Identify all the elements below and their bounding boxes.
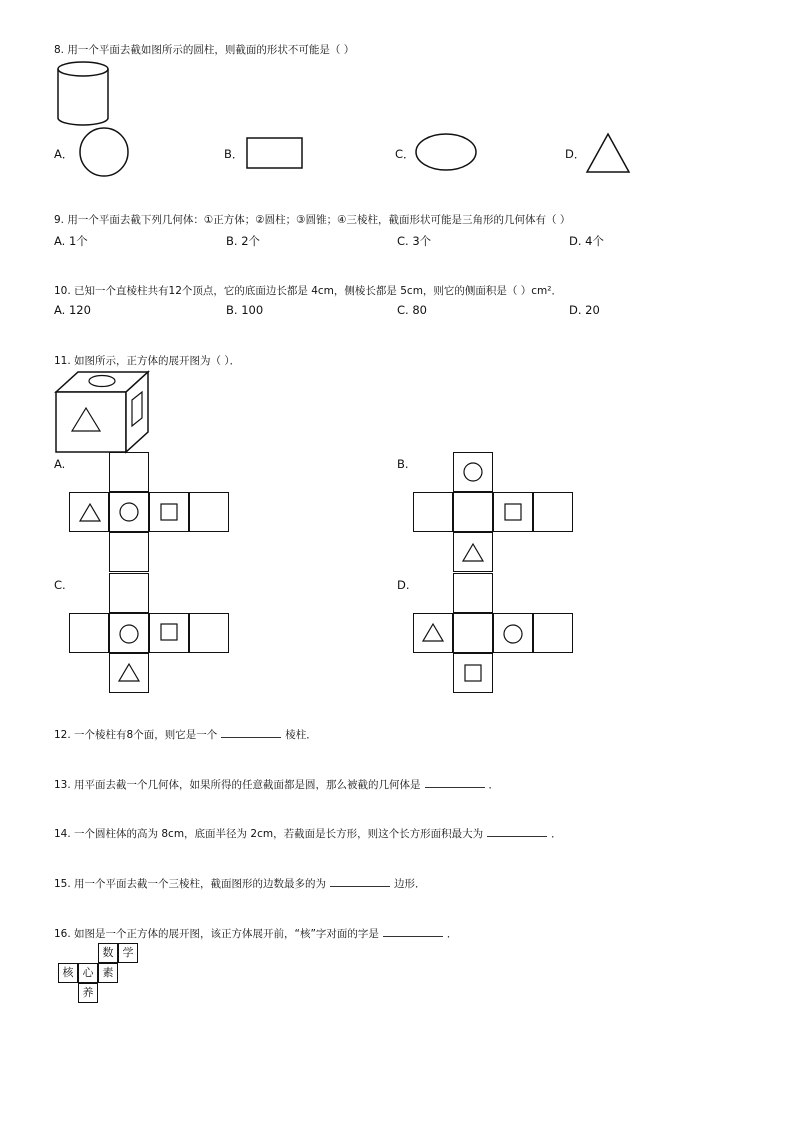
- q8-option-c-ellipse: [415, 132, 479, 172]
- q14-answer-blank[interactable]: [487, 826, 547, 837]
- cylinder-figure: [56, 60, 112, 128]
- q8-text: 8. 用一个平面去截如图所示的圆柱，则截面的形状不可能是（ ）: [54, 44, 355, 56]
- q8-option-c-label: C．: [395, 147, 415, 161]
- net-char-he: 核: [58, 963, 78, 983]
- net-char-su: 素: [98, 963, 118, 983]
- net-cell: [109, 452, 149, 492]
- q8-option-a-label: A．: [54, 147, 74, 161]
- net-char-yang: 养: [78, 983, 98, 1003]
- q8-option-b-label: B．: [224, 147, 244, 161]
- square-icon: [504, 503, 522, 521]
- net-char-xin: 心: [78, 963, 98, 983]
- q8-option-a-circle: [78, 126, 130, 178]
- q10-option-c: C. 80: [397, 303, 427, 317]
- net-cell: [69, 613, 109, 653]
- q16-answer-blank[interactable]: [383, 926, 443, 937]
- q16-line: [54, 926, 457, 941]
- square-icon: [160, 503, 178, 521]
- net-cell: [189, 613, 229, 653]
- circle-icon: [119, 624, 139, 644]
- q11-option-d-label: D.: [397, 578, 410, 592]
- q8-option-d-triangle: [586, 132, 632, 174]
- q15-line: [54, 876, 426, 891]
- net-cell: [453, 573, 493, 613]
- q11-option-b-label: B.: [397, 457, 409, 471]
- q15-text: 15. 用一个平面去截一个三棱柱，截面图形的边数最多的为: [54, 878, 327, 890]
- q9-option-a: A. 1个: [54, 234, 88, 248]
- q16-text-end: ．: [446, 928, 458, 940]
- q8-option-d-label: D．: [565, 147, 586, 161]
- q8-option-b-rectangle: [246, 137, 304, 169]
- q14-text-end: ．: [551, 828, 562, 840]
- q9-option-b: B. 2个: [226, 234, 261, 248]
- q10-option-b: B. 100: [226, 303, 264, 317]
- q13-answer-blank[interactable]: [425, 777, 485, 788]
- q15-text-end: 边形．: [394, 878, 426, 890]
- q10-text: 10. 已知一个直棱柱共有12个顶点，它的底面边长都是 4cm，侧棱长都是 5cm，则它的侧面积是（ ）cm²．: [54, 285, 562, 297]
- q9-option-d: D. 4个: [569, 234, 604, 248]
- circle-icon: [119, 502, 139, 522]
- net-char-xue: 学: [118, 943, 138, 963]
- net-cell: [533, 492, 573, 532]
- q16-text: 16. 如图是一个正方体的展开图，该正方体展开前，“核”字对面的字是: [54, 928, 379, 940]
- q11-text: 11. 如图所示，正方体的展开图为（ ）．: [54, 355, 241, 367]
- q9-text: 9. 用一个平面去截下列几何体：①正方体；②圆柱；③圆锥；④三棱柱，截面形状可能是三角形的几何体有（ ）: [54, 214, 571, 226]
- q10-option-a: A. 120: [54, 303, 91, 317]
- q12-text: 12. 一个棱柱有8个面，则它是一个: [54, 729, 218, 741]
- net-cell: [453, 492, 493, 532]
- net-char-shu: 数: [98, 943, 118, 963]
- triangle-icon: [421, 622, 445, 644]
- circle-icon: [503, 624, 523, 644]
- net-cell: [453, 613, 493, 653]
- q11-option-c-label: C.: [54, 578, 66, 592]
- circle-icon: [463, 462, 483, 482]
- q13-text: 13. 用平面去截一个几何体，如果所得的任意截面都是圆，那么被截的几何体是: [54, 779, 421, 791]
- q12-line: [54, 727, 317, 742]
- net-cell: [413, 492, 453, 532]
- net-cell: [533, 613, 573, 653]
- q14-text: 14. 一个圆柱体的高为 8cm，底面半径为 2cm，若截面是长方形，则这个长方形面积最大为: [54, 828, 484, 840]
- q11-option-a-label: A.: [54, 457, 66, 471]
- q9-option-c: C. 3个: [397, 234, 432, 248]
- q15-answer-blank[interactable]: [330, 876, 390, 887]
- square-icon: [160, 623, 178, 641]
- q13-text-end: ．: [488, 779, 500, 791]
- square-icon: [464, 664, 482, 682]
- triangle-icon: [117, 662, 141, 684]
- net-cell: [189, 492, 229, 532]
- net-cell: [109, 573, 149, 613]
- triangle-icon: [78, 502, 102, 524]
- triangle-icon: [461, 542, 485, 564]
- cube-figure: [54, 370, 150, 454]
- q14-line: [54, 826, 562, 841]
- q12-answer-blank[interactable]: [221, 727, 281, 738]
- net-cell: [109, 532, 149, 572]
- q13-line: [54, 777, 499, 792]
- q10-option-d: D. 20: [569, 303, 600, 317]
- q12-text-end: 棱柱．: [285, 729, 317, 741]
